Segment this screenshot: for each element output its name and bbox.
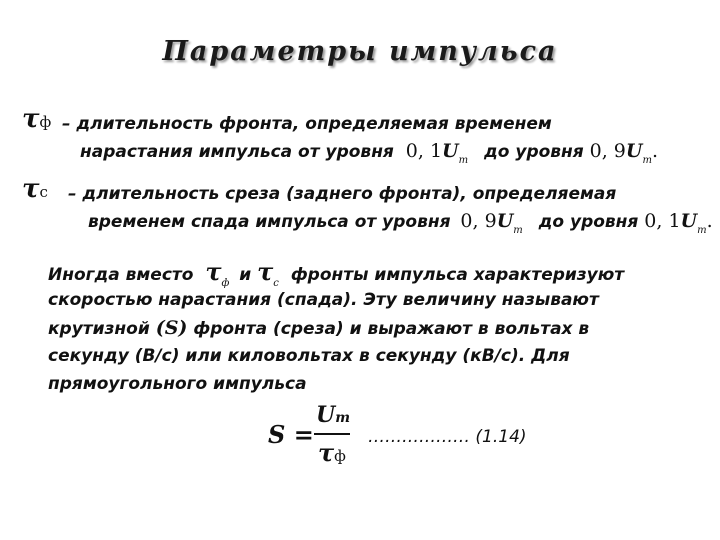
formula-denominator: τф [318,438,346,467]
front-definition-line-2: нарастания импульса от уровня 0, $1U_m$ до уровня 0, $9U_m$. [80,140,659,166]
tau-front-symbol: τф [22,104,52,134]
cut-definition-line-1: – длительность среза (заднего фронта), определяемая [68,184,617,204]
tau-cut-symbol: τс [22,174,48,204]
paragraph-line-1: Иногда вместо $\tau_ф$ и $\tau_с$ фронты импульса характеризуют [48,257,625,289]
formula-numerator: Um [316,402,351,428]
paragraph-line-4: секунду (В/с) или киловольтах в секунду (кВ/с). Для [48,346,570,366]
paragraph-line-5: прямоугольного импульса [48,374,307,394]
formula-lhs: S = [268,420,314,449]
cut-definition-line-2: временем спада импульса от уровня 0, $9U_m$ до уровня 0, $1U_m$. [88,210,713,236]
front-definition-line-1: – длительность фронта, определяемая временем [62,114,552,134]
paragraph-line-2: скоростью нарастания (спада). Эту величину называют [48,290,599,310]
fraction-bar [314,433,350,435]
page-title: Параметры импульса [162,36,558,67]
paragraph-line-3: крутизной (S) фронта (среза) и выражают в вольтах в [48,317,590,339]
formula-number: ……………… (1.14) [368,427,527,447]
